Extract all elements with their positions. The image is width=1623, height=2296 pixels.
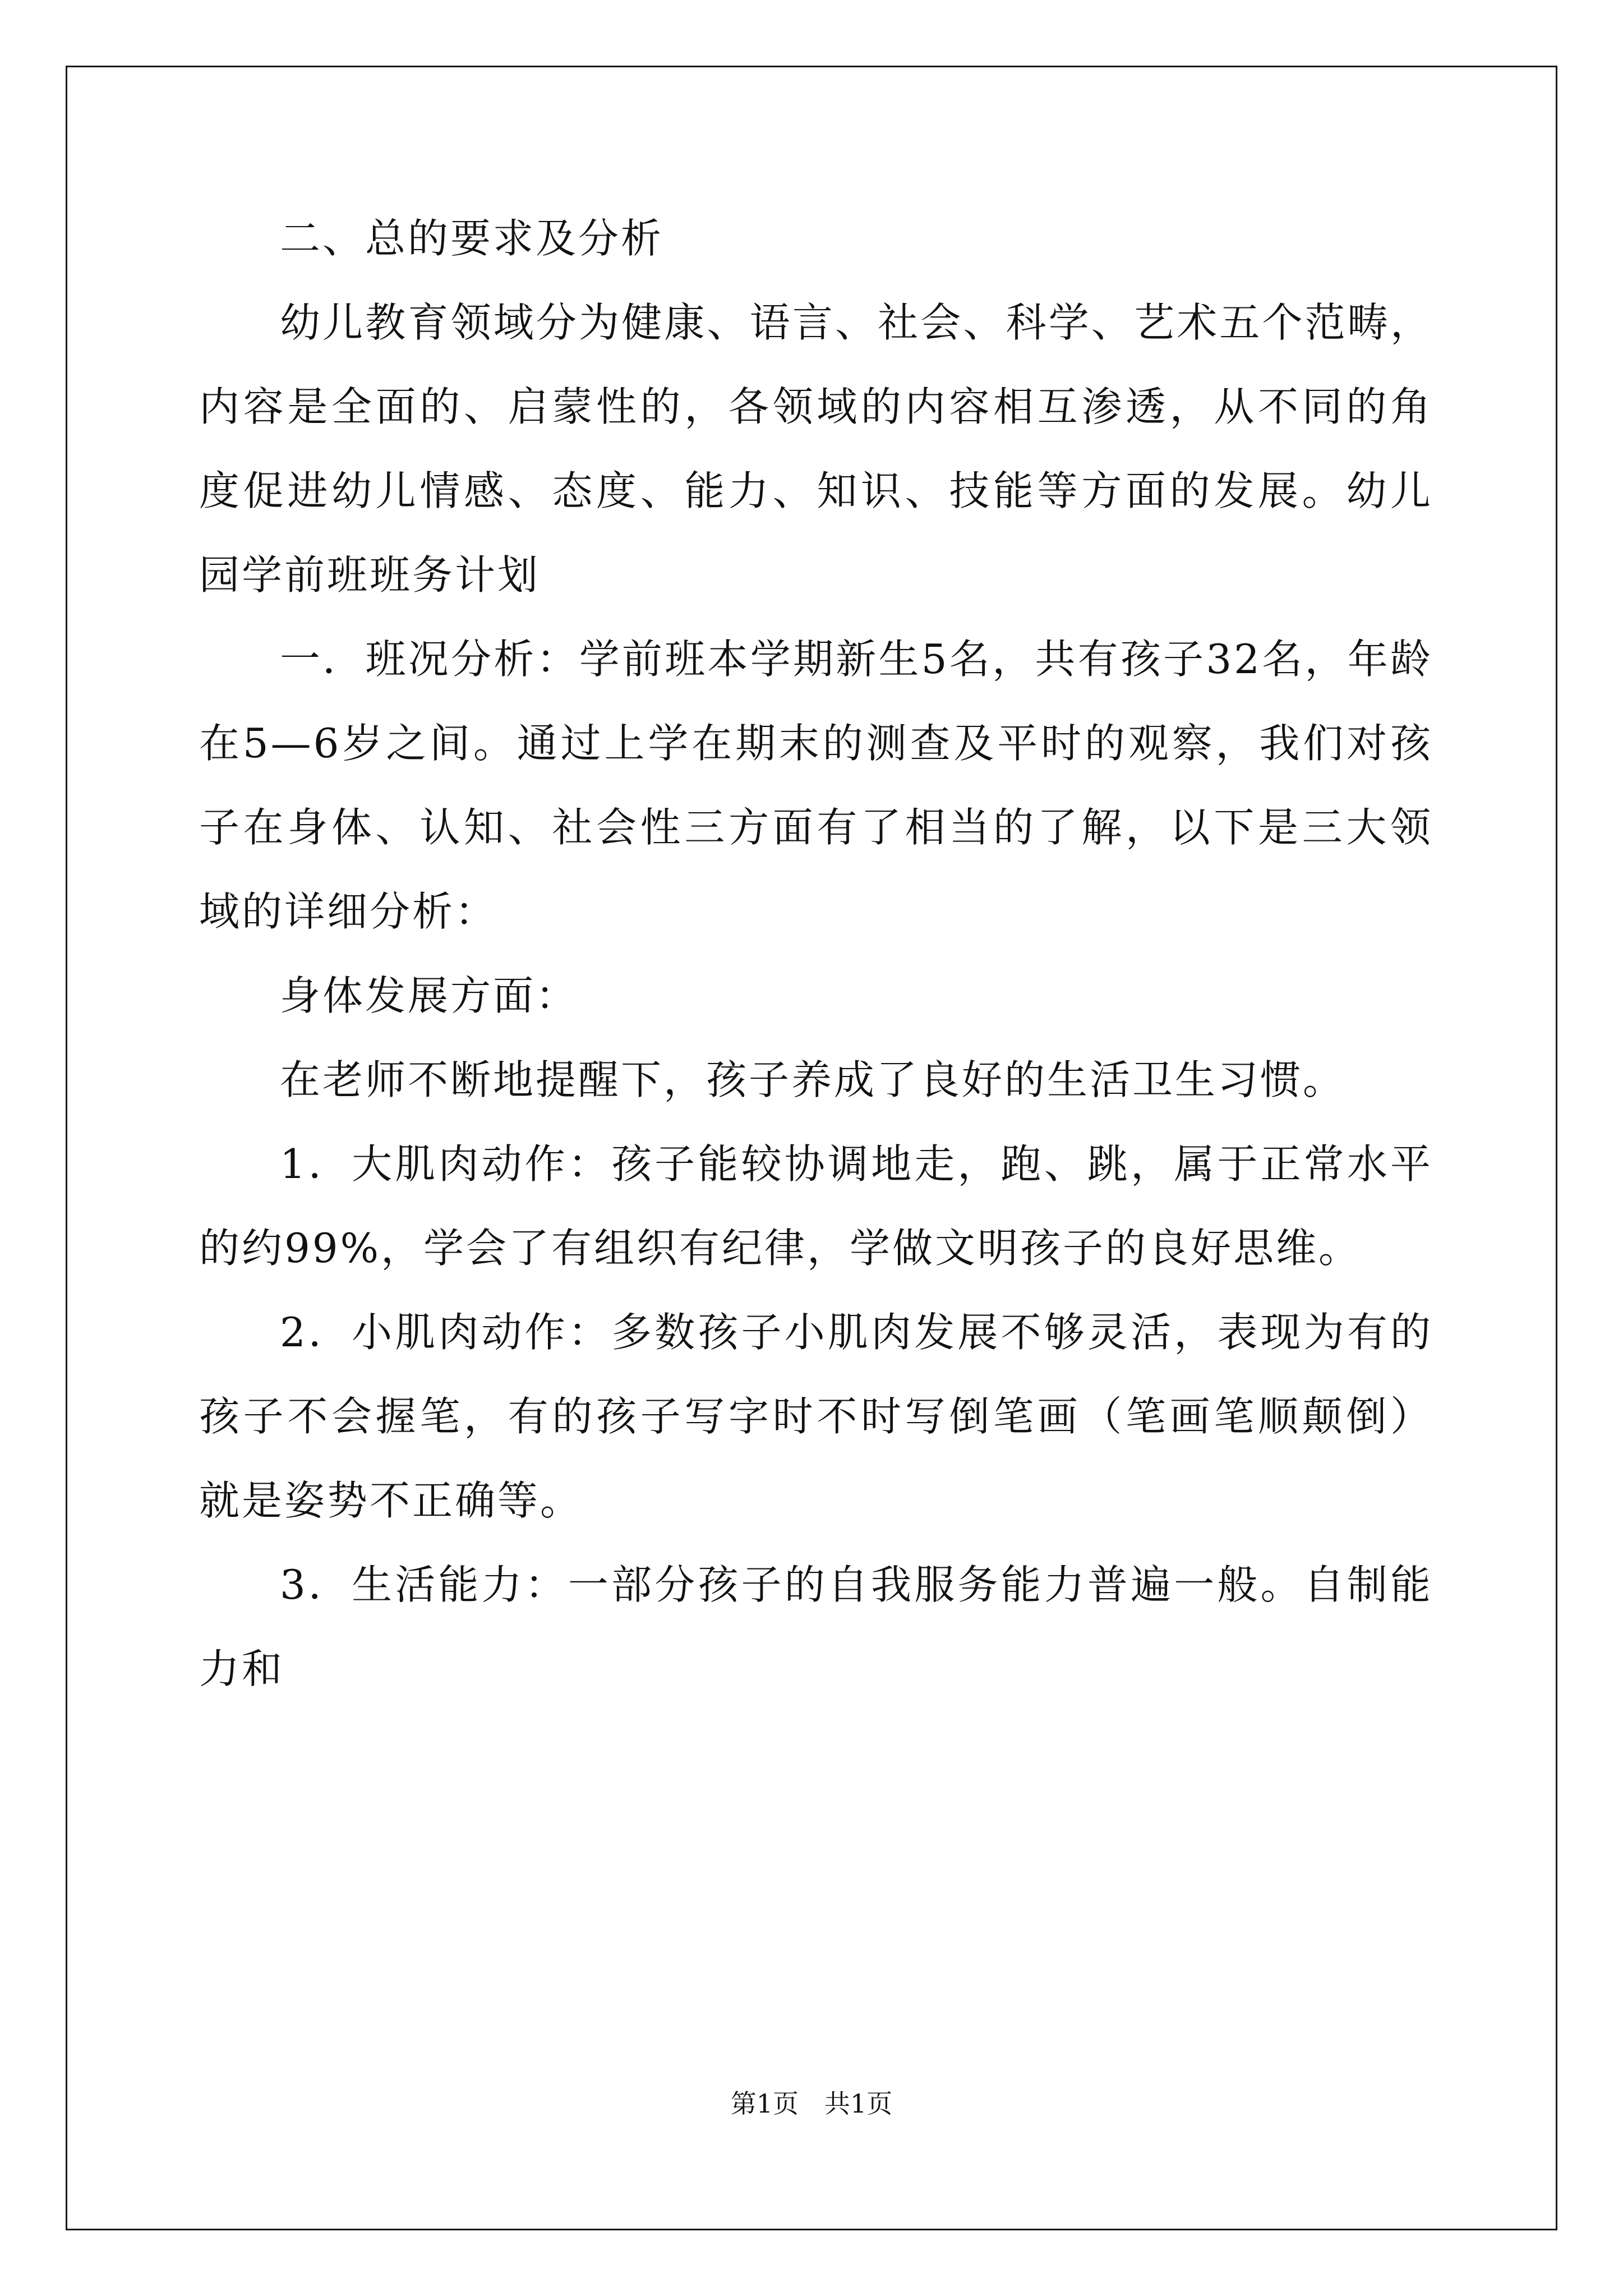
page-footer (0, 2087, 1623, 2120)
paragraph: 在老师不断地提醒下，孩子养成了良好的生活卫生习惯。 (280, 1056, 1346, 1103)
paragraph: 1．大肌肉动作：孩子能较协调地走，跑、跳，属于正常水平的约99%，学会了有组织有纪律，学做文明孩子的良好思维。 (199, 1140, 1433, 1272)
paragraph: 一．班况分析：学前班本学期新生5名，共有孩子32名，年龄在5—6岁之间。通过上学在期末的测查及平时的观察，我们对孩子在身体、认知、社会性三方面有了相当的了解，以下是三大领域的详细分析： (199, 636, 1433, 935)
paragraph: 3．生活能力：一部分孩子的自我服务能力普遍一般。自制能力和 (199, 1561, 1433, 1692)
page-number: 第1页 (730, 2088, 799, 2119)
document-body (199, 196, 1433, 1711)
section-heading: 二、总的要求及分析 (280, 215, 664, 262)
paragraph: 2．小肌肉动作：多数孩子小肌肉发展不够灵活，表现为有的孩子不会握笔，有的孩子写字时不时写倒笔画（笔画笔顺颠倒）就是姿势不正确等。 (199, 1309, 1433, 1524)
subheading: 身体发展方面： (280, 972, 579, 1019)
paragraph: 幼儿教育领域分为健康、语言、社会、科学、艺术五个范畴，内容是全面的、启蒙性的，各领域的内容相互渗透，从不同的角度促进幼儿情感、态度、能力、知识、技能等方面的发展。幼儿园学前班班务计划 (199, 299, 1433, 599)
page-total: 共1页 (824, 2088, 893, 2119)
